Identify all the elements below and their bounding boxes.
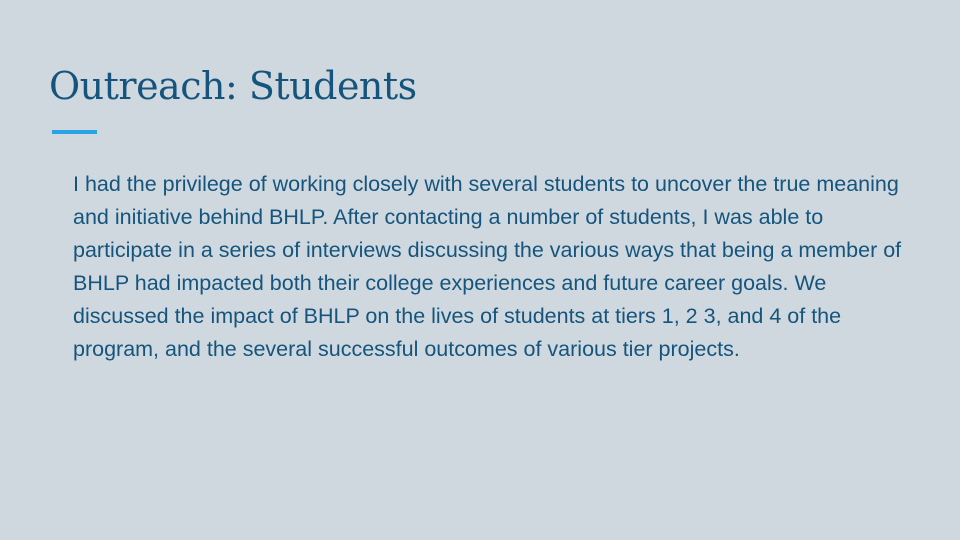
slide-title: Outreach: Students [49,64,417,108]
title-accent-rule [52,130,97,134]
slide-body-text: I had the privilege of working closely with several students to uncover the true meaning and initiative behind BHLP. After contacting a number of students, I was able to participate in a series of interviews discussing the various ways that being a member of BHLP had impacted both their college experiences and future career goals. We discussed the impact of BHLP on the lives of students at tiers 1, 2 3, and 4 of the program, and the several successful outcomes of various tier projects. [73,172,902,361]
